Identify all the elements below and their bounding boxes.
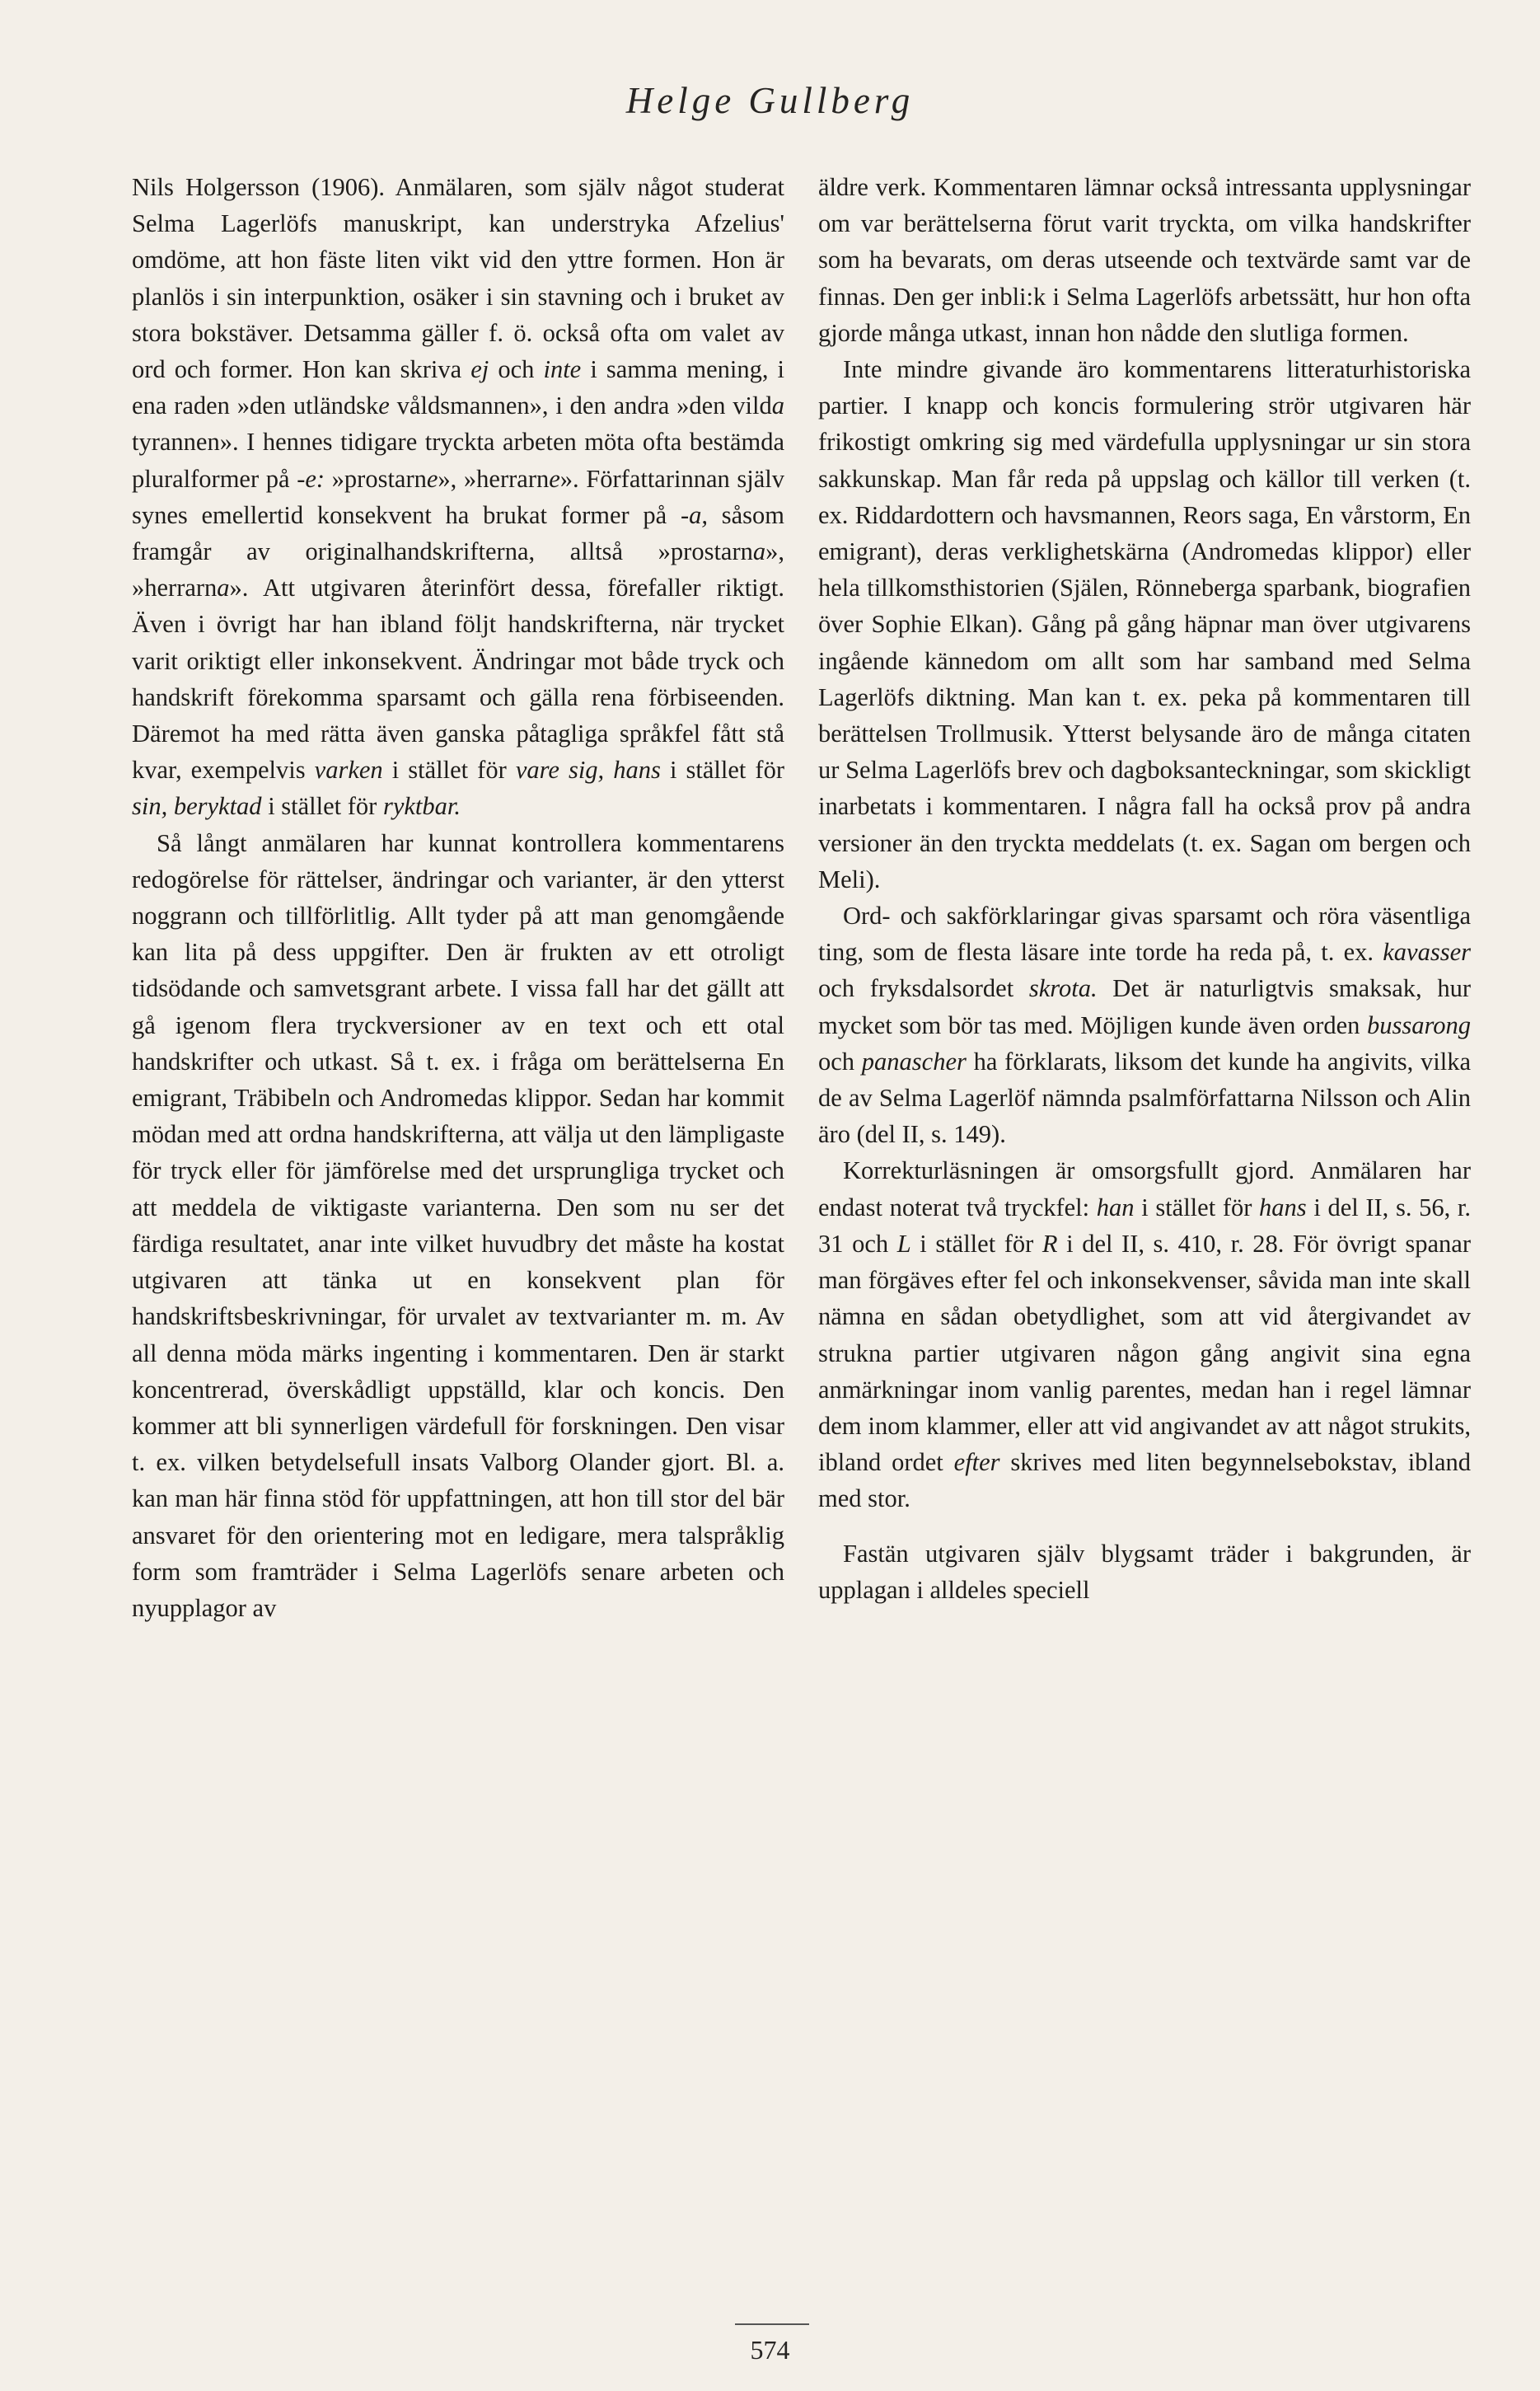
left-paragraph-1: Nils Holgersson (1906). Anmälaren, som själv något studerat Selma Lagerlöfs manuskript, kan understryka Afzelius' omdöme, att hon fäste liten vikt vid den yttre formen. Hon är planlös i sin interpunktion, osäker i sin stavning och i bruket av stora bokstäver. Detsamma gäller f. ö. också ofta om valet av ord och former. Hon kan skriva ej och inte i samma mening, i ena raden »den utländske våldsmannen», i den andra »den vilda tyrannen». I hennes tidigare tryckta arbeten möta ofta bestämda pluralformer på -e: »prostarne», »herrarne». Författarinnan själv synes emellertid konsekvent ha brukat former på -a, såsom framgår av originalhandskrifterna, alltså »prostarna», »herrarna». Att utgivaren återinfört dessa, förefaller riktigt. Även i övrigt har han ibland följt handskrifterna, när trycket varit oriktigt eller inkonsekvent. Ändringar mot både tryck och handskrift förekomma sparsamt och gälla rena förbiseenden. Däremot ha med rätta även ganska påtagliga språkfel fått stå kvar, exempelvis varken i stället för vare sig, hans i stället för sin, beryktad i stället för ryktbar.: [132, 173, 785, 821]
right-paragraph-1: äldre verk. Kommentaren lämnar också intressanta upplysningar om var berättelserna förut varit tryckta, om vilka handskrifter som ha bevarats, om deras utseende och textvärde samt var de finnas. Den ger inbli:k i Selma Lagerlöfs arbetssätt, hur hon ofta gjorde många utkast, innan hon nådde den slutliga formen.: [818, 173, 1471, 347]
right-paragraph-5: Fastän utgivaren själv blygsamt träder i bakgrunden, är upplagan i alldeles speciell: [818, 1539, 1471, 1604]
folio-rule: [735, 2323, 809, 2325]
running-head: Helge Gullberg: [625, 80, 915, 121]
right-paragraph-4: Korrekturläsningen är omsorgsfullt gjord. Anmälaren har endast noterat två tryckfel: han i stället för hans i del II, s. 56, r. 31 och L i stället för R i del II, s. 410, r. 28. För övrigt spanar man förgäves efter fel och inkonsekvenser, såvida man inte skall nämna en sådan obetydlighet, som att vid återgivandet av strukna partier utgivaren någon gång angivit sina egna anmärkningar inom vanlig parentes, medan han i regel lämnar dem inom klammer, eller att vid angivandet av att något strukits, ibland ordet efter skrives med liten begynnelsebokstav, ibland med stor.: [818, 1156, 1472, 1513]
right-column: [818, 169, 1471, 1608]
right-paragraph-3: Ord- och sakförklaringar givas sparsamt och röra väsentliga ting, som de flesta läsare inte torde ha reda på, t. ex. kavasser och fryksdalsordet skrota. Det är naturligtvis smaksak, hur mycket som bör tas med. Möjligen kunde även orden bussarong och panascher ha förklarats, liksom det kunde ha angivits, vilka de av Selma Lagerlöf nämnda psalmförfattarna Nilsson och Alin äro (del II, s. 149).: [818, 902, 1471, 1149]
left-column: [132, 169, 784, 1626]
page-number: 574: [750, 2335, 790, 2365]
left-paragraph-2: Så långt anmälaren har kunnat kontrollera kommentarens redogörelse för rättelser, ändringar och varianter, är den ytterst noggrann och tillförlitlig. Allt tyder på att man genomgående kan lita på dess uppgifter. Den är frukten av ett otroligt tidsödande och samvetsgrant arbete. I vissa fall har det gällt att gå igenom flera tryckversioner av en text och ett otal handskrifter och utkast. Så t. ex. i fråga om berättelserna En emigrant, Träbibeln och Andromedas klippor. Sedan har kommit mödan med att ordna handskrifterna, att välja ut den lämpligaste för tryck eller för jämförelse med det ursprungliga trycket och att meddela de viktigaste varianterna. Den som nu ser det färdiga resultatet, anar inte vilket huvudbry det måste ha kostat utgivaren att tänka ut en konsekvent plan för handskriftsbeskrivningar, för urvalet av textvarianter m. m. Av all denna möda märks ingenting i kommentaren. Den är starkt koncentrerad, överskådligt uppställd, klar och koncis. Den kommer att bli synnerligen värdefull för forskningen. Den visar t. ex. vilken betydelsefull insats Valborg Olander gjort. Bl. a. kan man här finna stöd för uppfattningen, att hon till stor del bär ansvaret för den orientering mot en ledigare, mera talspråklig form som framträder i Selma Lagerlöfs senare arbeten och nyupplagor av: [132, 828, 784, 1622]
right-paragraph-2: Inte mindre givande äro kommentarens litteraturhistoriska partier. I knapp och koncis formulering strör utgivaren här frikostigt omkring sig med värdefulla upplysningar ur sin stora sakkunskap. Man får reda på uppslag och källor till verken (t. ex. Riddardottern och havsmannen, Reors saga, En vårstorm, En emigrant), deras verklighetskärna (Andromedas klippor) eller hela tillkomsthistorien (Själen, Rönneberga sparbank, biografien över Sophie Elkan). Gång på gång häpnar man över utgivarens ingående kännedom om allt som har samband med Selma Lagerlöfs diktning. Man kan t. ex. peka på kommentaren till berättelsen Trollmusik. Ytterst belysande äro de många citaten ur Selma Lagerlöfs brev och dagboksanteckningar, som skickligt inarbetats i kommentaren. I några fall ha också prov på andra versioner än den tryckta meddelats (t. ex. Sagan om bergen och Meli).: [818, 355, 1471, 893]
